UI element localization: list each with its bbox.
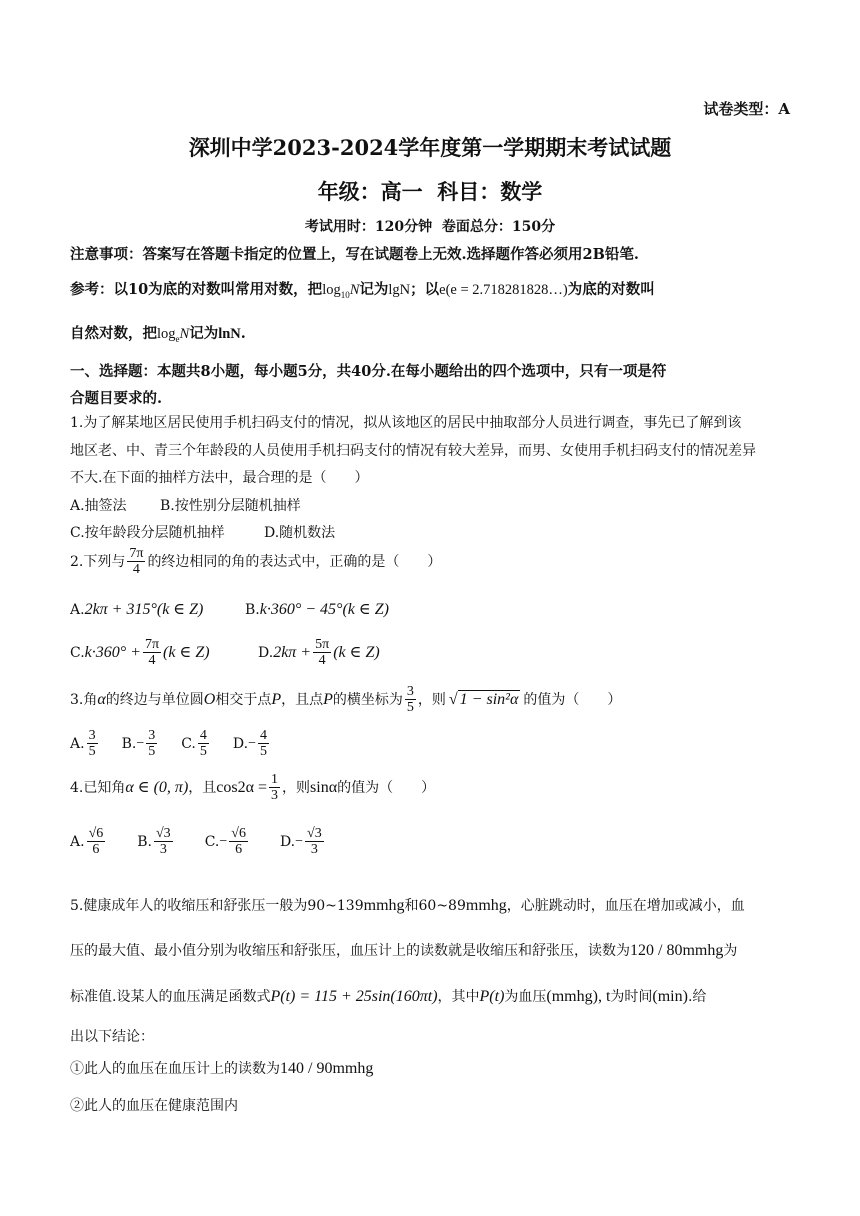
question-3-option-b: B. − $\frac{3}{5}$ — [121, 728, 156, 760]
question-5-line-1: 5.健康成年人的收缩压和舒张压一般为90~139mmhg和60~89mmhg，心脏跳动时，血压在增加或减小，血 — [70, 897, 745, 914]
question-3-option-d: D. − $\frac{4}{5}$ — [232, 728, 267, 760]
question-3-option-c: C. $\frac{4}{5}$ — [181, 728, 207, 760]
reference-text: 参考：以10为底的对数叫常用对数，把 — [70, 281, 323, 298]
fraction: $\frac{7\pi}{4}$ — [129, 546, 144, 578]
question-2-option-d: D. 2kπ + $\frac{5\pi}{4}$ (k ∈ Z) — [258, 637, 380, 669]
question-5-line-4: 出以下结论： — [70, 1029, 154, 1045]
loge-symbol: $\log_eN$ — [157, 326, 190, 344]
question-1-option-d: D.随机数法 — [264, 525, 336, 541]
question-3-option-a: A. $\frac{3}{5}$ — [70, 728, 96, 760]
question-1-option-a: A.抽签法 — [70, 498, 127, 514]
question-4-option-c: C. − $\frac{√6}{6}$ — [204, 826, 246, 858]
question-2-stem: 2.下列与 $\frac{7\pi}{4}$ 的终边相同的角的表达式中，正确的是（ ） — [70, 546, 442, 578]
question-4-option-b: B. $\frac{√3}{3}$ — [137, 826, 171, 858]
e-expression: e(e = 2.718281828…) — [439, 282, 568, 298]
question-4-stem: 4.已知角 α ∈ (0, π) ，且 cos2α = $\frac{1}{3}$ ，则 sinα 的值为（ ） — [70, 772, 436, 804]
question-3-stem: 3.角 α 的终边与单位圆 O 相交于点 P ，且点 P 的横坐标为 $\frac{3}{5}$ ，则 √ 1 − sin²α 的值为（ ） — [70, 684, 622, 716]
question-2-option-c: C. k·360° + $\frac{7\pi}{4}$ (k ∈ Z) — [70, 637, 210, 669]
sqrt-expression: 1 − sin²α — [459, 690, 519, 708]
page-title: 深圳中学2023-2024学年度第一学期期末考试试题 — [188, 135, 672, 160]
section-header-line-1: 一、选择题：本题共8小题，每小题5分，共40分.在每小题给出的四个选项中，只有一项是符 — [70, 363, 667, 380]
question-1-line-1: 1.为了解某地区居民使用手机扫码支付的情况，拟从该地区的居民中抽取部分人员进行调查，事先已了解到该 — [70, 415, 742, 431]
notice-line: 注意事项：答案写在答题卡指定的位置上，写在试题卷上无效.选择题作答必须用2B铅笔. — [70, 246, 639, 263]
page-subtitle: 年级：高一 科目：数学 — [317, 179, 543, 204]
question-5-line-2: 压的最大值、最小值分别为收缩压和舒张压，血压计上的读数就是收缩压和舒张压，读数为120 / 80mmhg为 — [70, 942, 738, 959]
section-header-line-2: 合题目要求的. — [70, 390, 163, 407]
exam-time-info: 考试用时：120分钟 卷面总分：150分 — [304, 219, 556, 235]
question-2-option-b: B. k·360° − 45°(k ∈ Z) — [245, 601, 389, 618]
question-1-line-2: 地区老、中、青三个年龄段的人员使用手机扫码支付的情况有较大差异，而男、女使用手机扫码支付的情况差异 — [70, 443, 756, 459]
question-3-options — [70, 728, 271, 760]
reference-line-1: 参考：以10为底的对数叫常用对数，把$\log_{10}N$记为lgN；以e(e = 2.718281828…)为底的对数叫 — [70, 281, 655, 300]
question-4-option-a: A. $\frac{√6}{6}$ — [70, 826, 104, 858]
question-2-option-a: A. 2kπ + 315°(k ∈ Z) — [70, 601, 204, 618]
question-1-option-b: B.按性别分层随机抽样 — [160, 498, 301, 514]
question-1-line-3: 不大.在下面的抽样方法中，最合理的是（ ） — [70, 470, 369, 486]
question-5-conclusion-2: ②此人的血压在健康范围内 — [70, 1098, 238, 1114]
reference-line-2: 自然对数，把$\log_eN$记为lnN. — [70, 325, 246, 344]
question-4-options — [70, 826, 326, 858]
lgN-symbol: lgN — [388, 282, 411, 298]
question-1-option-c: C.按年龄段分层随机抽样 — [70, 525, 225, 541]
paper-type-label: 试卷类型：A — [703, 100, 790, 118]
log10-symbol: $\log_{10}N$ — [322, 282, 360, 300]
question-5-conclusion-1: ①此人的血压在血压计上的读数为140 / 90mmhg — [70, 1060, 374, 1077]
question-4-option-d: D. − $\frac{√3}{3}$ — [279, 826, 322, 858]
question-5-line-3: 标准值.设某人的血压满足函数式P(t) = 115 + 25sin(160πt)，其中P(t)为血压(mmhg), t为时间(min).给 — [70, 988, 707, 1005]
lnN-symbol: lnN — [218, 326, 241, 342]
